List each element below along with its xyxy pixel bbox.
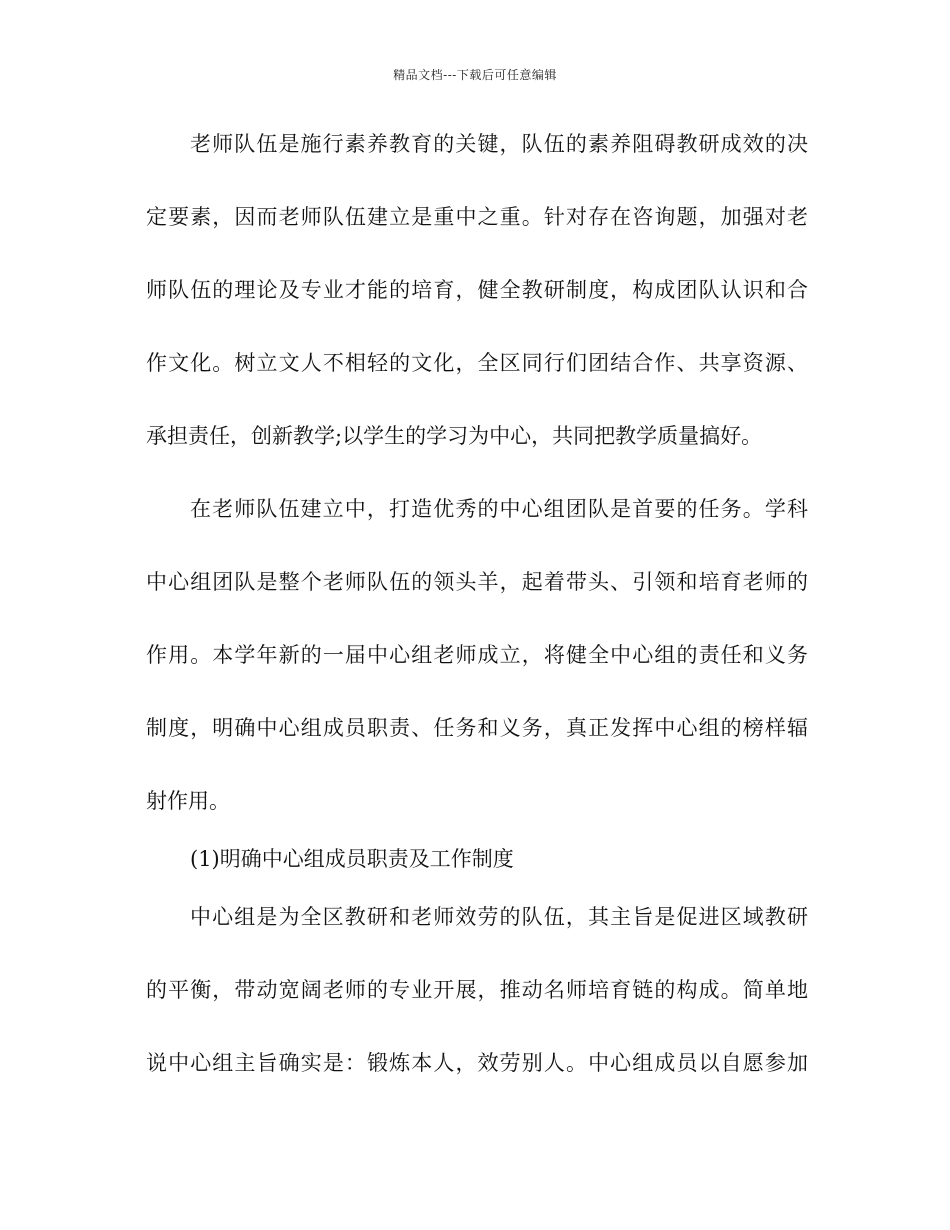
text-line: 射作用。 xyxy=(146,789,230,813)
text-line: 承担责任，创新教学;以学生的学习为中心，共同把教学质量搞好。 xyxy=(146,424,763,448)
paragraph xyxy=(146,492,808,842)
text-line: 的平衡，带动宽阔老师的专业开展，推动名师培育链的构成。简单地 xyxy=(146,978,808,1002)
page-header: 精品文档---下载后可任意编辑 xyxy=(393,68,557,82)
paragraph xyxy=(146,127,808,492)
section-heading xyxy=(146,842,808,900)
text-line: 中心组是为全区教研和老师效劳的队伍，其主旨是促进区域教研 xyxy=(190,905,808,929)
text-line: 作文化。树立文人不相轻的文化，全区同行们团结合作、共享资源、 xyxy=(146,351,808,375)
text-line: 中心组团队是整个老师队伍的领头羊，起着带头、引领和培育老师的 xyxy=(146,570,808,594)
text-line: 制度，明确中心组成员职责、任务和义务，真正发挥中心组的榜样辐 xyxy=(146,716,808,740)
text-line: 师队伍的理论及专业才能的培育，健全教研制度，构成团队认识和合 xyxy=(146,278,808,302)
text-line: 定要素，因而老师队伍建立是重中之重。针对存在咨询题，加强对老 xyxy=(146,205,808,229)
text-line: 在老师队伍建立中，打造优秀的中心组团队是首要的任务。学科 xyxy=(190,497,808,521)
document-body xyxy=(146,127,808,1119)
text-line: 作用。本学年新的一届中心组老师成立，将健全中心组的责任和义务 xyxy=(146,643,808,667)
text-line: (1)明确中心组成员职责及工作制度 xyxy=(190,847,514,871)
text-line: 老师队伍是施行素养教育的关键，队伍的素养阻碍教研成效的决 xyxy=(190,132,808,156)
paragraph xyxy=(146,900,808,1119)
text-line: 说中心组主旨确实是：锻炼本人，效劳别人。中心组成员以自愿参加 xyxy=(146,1051,808,1075)
